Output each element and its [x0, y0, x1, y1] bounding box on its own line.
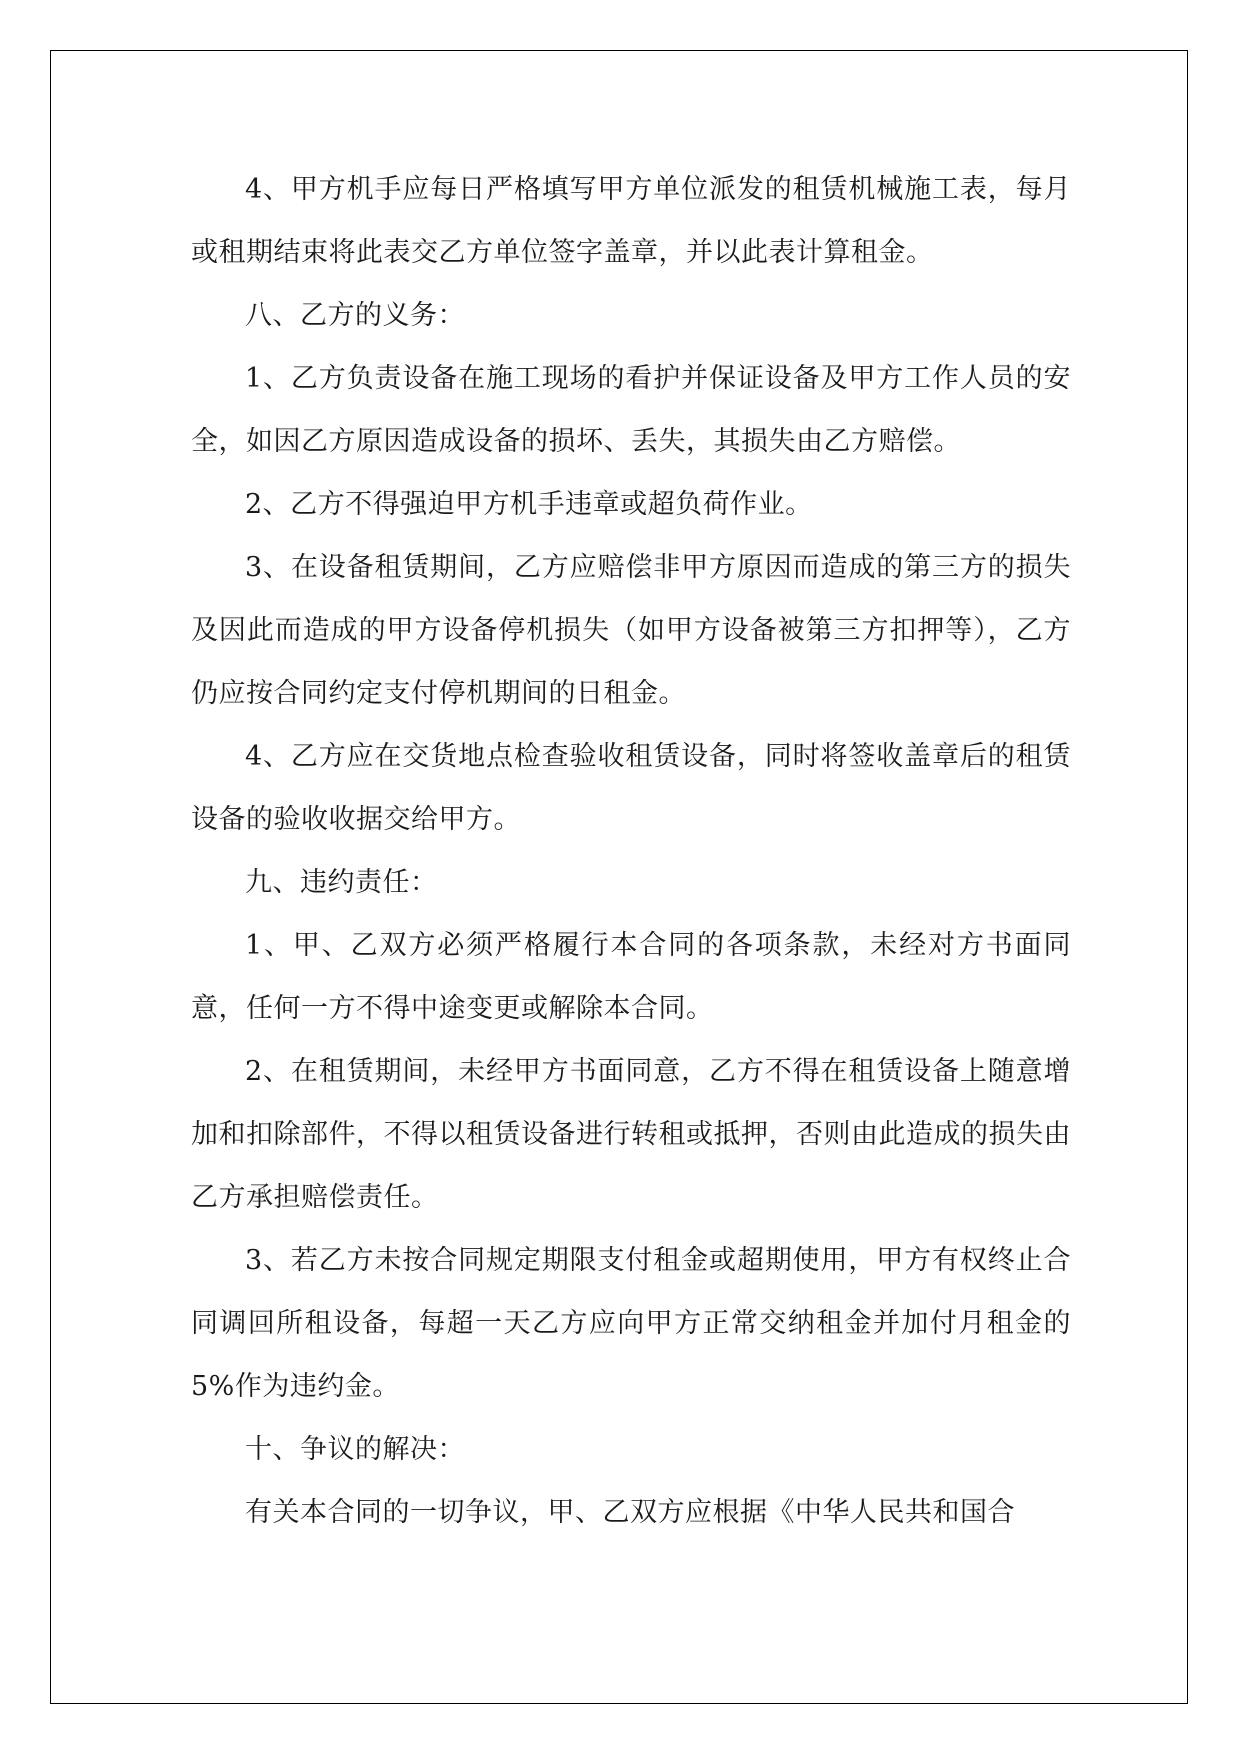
clause-paragraph: 有关本合同的一切争议，甲、乙双方应根据《中华人民共和国合 [245, 1497, 1015, 1528]
section-heading: 八、乙方的义务： [245, 300, 465, 331]
clause-paragraph: 4、乙方应在交货地点检查验收租赁设备，同时将签收盖章后的租赁设备的验收收据交给甲方。 [191, 741, 1071, 835]
clause-paragraph: 1、乙方负责设备在施工现场的看护并保证设备及甲方工作人员的安全，如因乙方原因造成设备的损坏、丢失，其损失由乙方赔偿。 [191, 363, 1071, 457]
clause-paragraph: 3、若乙方未按合同规定期限支付租金或超期使用，甲方有权终止合同调回所租设备，每超一天乙方应向甲方正常交纳租金并加付月租金的5%作为违约金。 [191, 1245, 1071, 1402]
clause-paragraph: 2、在租赁期间，未经甲方书面同意，乙方不得在租赁设备上随意增加和扣除部件，不得以租赁设备进行转租或抵押，否则由此造成的损失由乙方承担赔偿责任。 [191, 1056, 1071, 1213]
clause-paragraph: 3、在设备租赁期间，乙方应赔偿非甲方原因而造成的第三方的损失及因此而造成的甲方设备停机损失（如甲方设备被第三方扣押等），乙方仍应按合同约定支付停机期间的日租金。 [191, 552, 1071, 709]
clause-paragraph: 2、乙方不得强迫甲方机手违章或超负荷作业。 [245, 489, 813, 520]
clause-paragraph: 4、甲方机手应每日严格填写甲方单位派发的租赁机械施工表，每月或租期结束将此表交乙方单位签字盖章，并以此表计算租金。 [191, 174, 1071, 268]
document-body [191, 158, 1071, 1544]
clause-paragraph: 1、甲、乙双方必须严格履行本合同的各项条款，未经对方书面同意，任何一方不得中途变更或解除本合同。 [191, 930, 1071, 1024]
section-heading: 九、违约责任： [245, 867, 438, 898]
section-heading: 十、争议的解决： [245, 1434, 465, 1465]
